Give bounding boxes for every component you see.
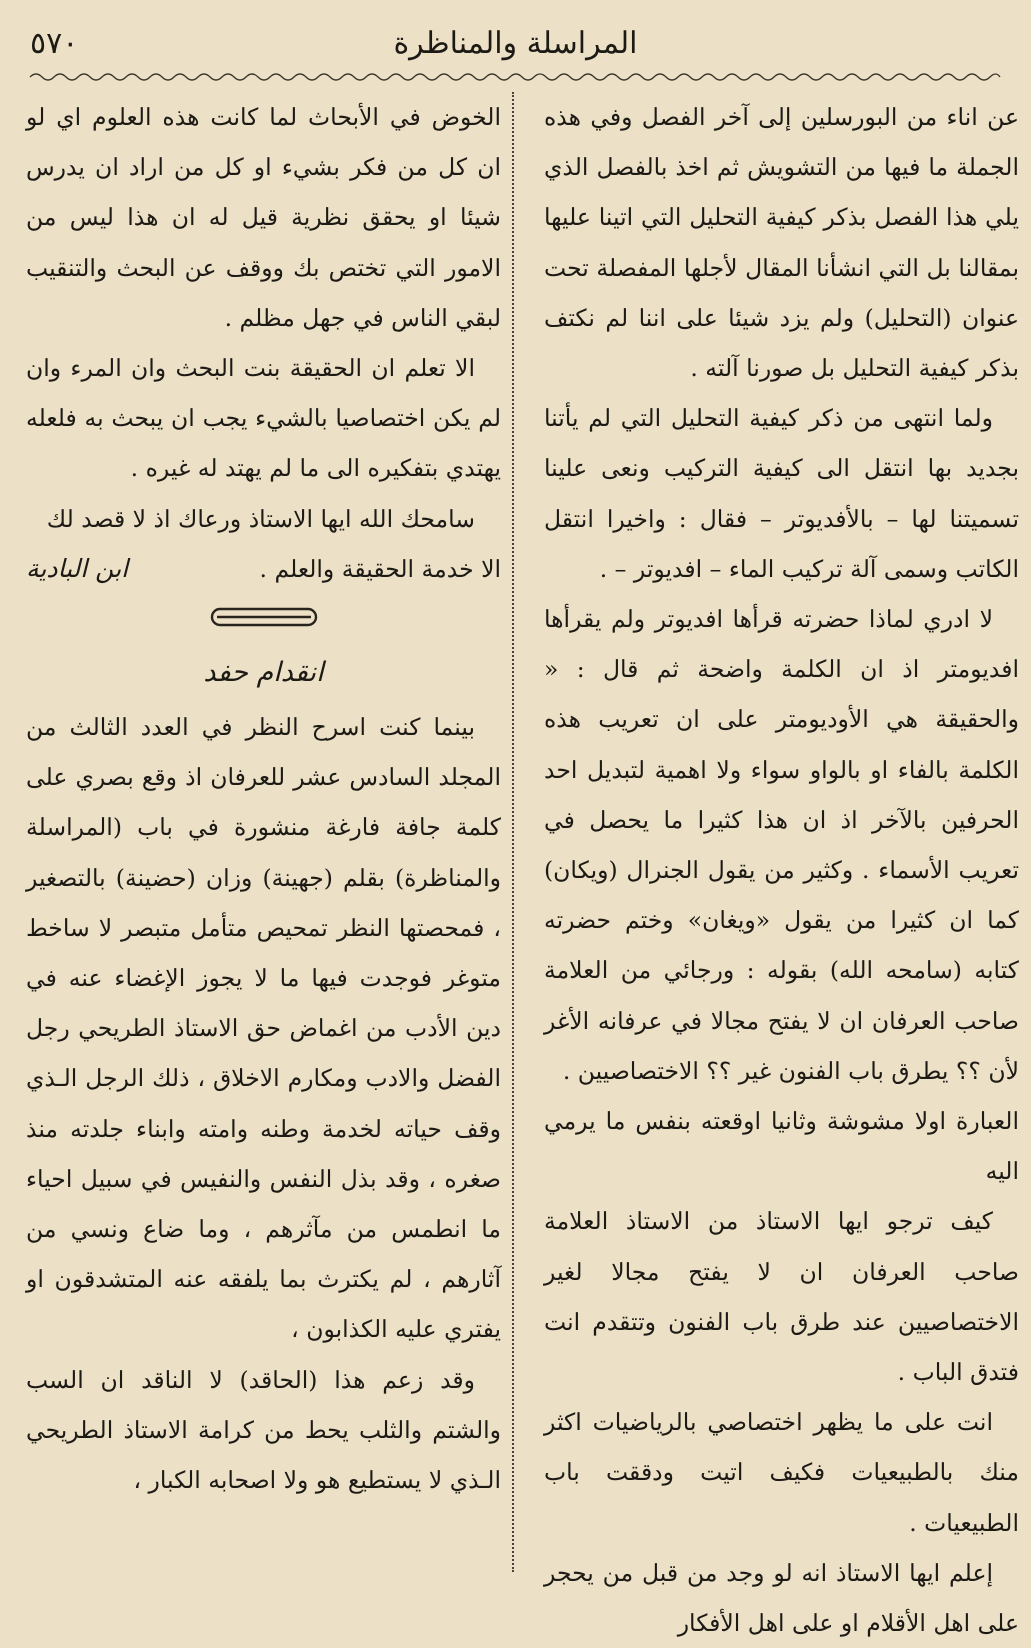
column-divider: [512, 92, 514, 1572]
page-number: ٥٧٠: [30, 26, 79, 61]
closing-text: الا خدمة الحقيقة والعلم .: [259, 554, 501, 583]
paragraph: الا تعلم ان الحقيقة بنت البحث وان المرء وان لم يكن اختصاصيا بالشيء يجب ان يبحث به فلعله يهتدي بتفكيره الى ما لم يهتد له غيره .: [26, 354, 501, 483]
right-column: [544, 92, 1019, 1638]
author-signature: ابن البادية: [26, 553, 129, 583]
paragraph: العبارة اولا مشوشة وثانيا اوقعته بنفس ما يرمي اليه: [544, 1107, 1019, 1186]
ornament-rule-icon: [209, 606, 319, 628]
header-wavy-rule: [30, 70, 1000, 84]
paragraph: عن اناء من البورسلين إلى آخر الفصل وفي هذه الجملة ما فيها من التشويش ثم اخذ بالفصل الذي يلي هذا الفصل بذكر كيفية التحليل التي اتينا عليها بمقالنا بل التي انشأنا المقال لأجلها المفصلة تحت عنوان (التحليل) ولم يزد شيئا على اننا لم نكتف بذكر كيفية التحليل بل صورنا آلته .: [544, 103, 1019, 383]
paragraph: بينما كنت اسرح النظر في العدد الثالث من المجلد السادس عشر للعرفان اذ وقع بصري على كلمة جافة فارغة منشورة في باب (المراسلة والمناظرة) بقلم (جهينة) وزان (حضينة) بالتصغير ، فمحصتها النظر تمحيص متأمل متبصر لا ساخط متوغر فوجدت فيها ما لا يجوز الإغضاء عنه في دين الأدب من اغماض حق الاستاذ الطريحي رجل الفضل والادب ومكارم الاخلاق ، ذلك الرجل الـذي وقف حياته لخدمة وطنه وامته وابناء جلدته منذ صغره ، وقد بذل النفس والنفيس في سبيل احياء ما انطمس من مآثرهم ، وما ضاع ونسي من آثارهم ، لم يكترث بما يلفقه عنه المتشدقون او يفتري عليه الكذابون ،: [26, 713, 501, 1344]
closing-line: [26, 544, 501, 594]
left-column: [26, 92, 501, 1572]
paragraph: لا ادري لماذا حضرته قرأها افديوتر ولم يقرأها افديومتر اذ ان الكلمة واضحة ثم قال : « والحقيقة هي الأوديومتر على ان تعريب هذه الكلمة بالفاء او بالواو سواء ولا اهمية لتبديل احد الحرفين بالآخر اذ ان هذا كثيرا ما يحصل في تعريب الأسماء . وكثير من يقول الجنرال (ويكان) كما ان كثيرا من يقول «ويغان» وختم حضرته كتابه (سامحه الله) بقوله : ورجائي من العلامة صاحب العرفان ان لا يفتح مجالا في عرفانه الأغر لأن ؟؟ يطرق باب الفنون غير ؟؟ الاختصاصيين .: [544, 605, 1019, 1085]
paragraph: إعلم ايها الاستاذ انه لو وجد من قبل من يحجر على اهل الأقلام او على اهل الأفكار: [544, 1558, 1019, 1638]
paragraph: سامحك الله ايها الاستاذ ورعاك اذ لا قصد لك: [46, 504, 475, 533]
paragraph: وقد زعم هذا (الحاقد) لا الناقد ان السب والشتم والثلب يحط من كرامة الاستاذ الطريحي الـذي لا يستطيع هو ولا اصحابه الكبار ،: [26, 1365, 501, 1495]
paragraph: الخوض في الأبحاث لما كانت هذه العلوم اي لو ان كل من فكر بشيء او كل من اراد ان يدرس شيئا او يحقق نظرية قيل له ان هذا ليس من الامور التي تختص بك ووقف عن البحث والتنقيب لبقي الناس في جهل مظلم .: [26, 103, 501, 332]
paragraph: كيف ترجو ايها الاستاذ من الاستاذ العلامة صاحب العرفان ان لا يفتح مجالا لغير الاختصاصيين عند طرق باب الفنون وتتقدم انت فتدق الباب .: [544, 1207, 1019, 1387]
section-title: المراسلة والمناظرة: [393, 26, 638, 61]
paragraph: ولما انتهى من ذكر كيفية التحليل التي لم يأتنا بجديد بها انتقل الى كيفية التركيب ونعى علينا تسميتنا لها – بالأفديوتر – فقال : واخيرا انتقل الكاتب وسمى آلة تركيب الماء – افديوتر – .: [544, 404, 1019, 583]
section-ornament: [26, 594, 501, 644]
article-heading: انقدام حفد: [203, 657, 324, 689]
paragraph: انت على ما يظهر اختصاصي بالرياضيات اكثر منك بالطبيعيات فكيف اتيت ودققت باب الطبيعيات .: [544, 1408, 1019, 1537]
page-header: [30, 20, 1001, 70]
